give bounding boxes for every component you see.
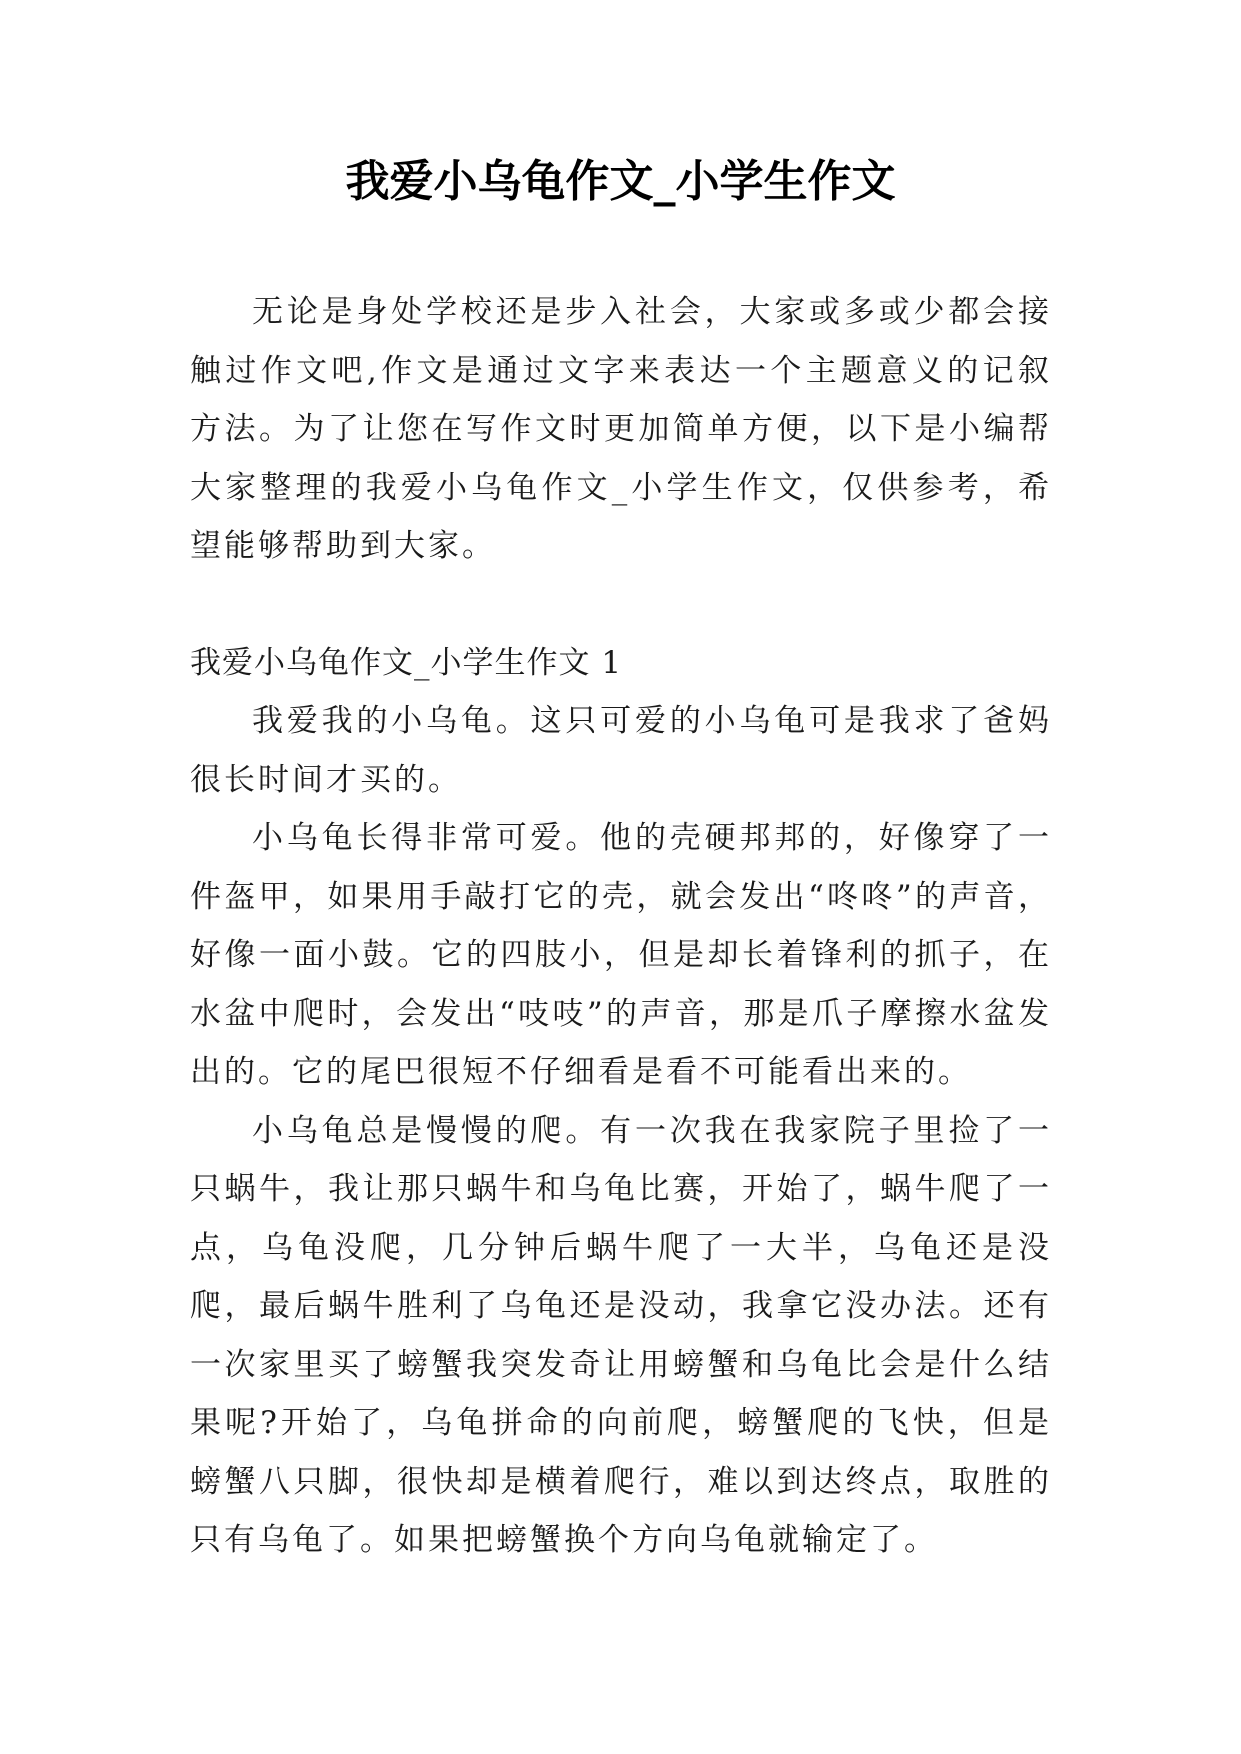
essay-section xyxy=(190,634,1052,1570)
document-title: 我爱小乌龟作文_小学生作文 xyxy=(345,156,896,207)
section-heading: 我爱小乌龟作文_小学生作文 1 xyxy=(190,644,623,681)
body-paragraph: 小乌龟长得非常可爱。他的壳硬邦邦的，好像穿了一件盔甲，如果用手敲打它的壳，就会发出“咚咚”的声音，好像一面小鼓。它的四肢小，但是却长着锋利的抓子，在水盆中爬时，会发出“吱吱”的声音，那是爪子摩擦水盆发出的。它的尾巴很短不仔细看是看不可能看出来的。 xyxy=(190,820,1052,1090)
intro-paragraph: 无论是身处学校还是步入社会，大家或多或少都会接触过作文吧,作文是通过文字来表达一个主题意义的记叙方法。为了让您在写作文时更加简单方便，以下是小编帮大家整理的我爱小乌龟作文_小学生作文，仅供参考，希望能够帮助到大家。 xyxy=(190,294,1052,564)
document-body xyxy=(190,283,1052,1570)
body-paragraph: 小乌龟总是慢慢的爬。有一次我在我家院子里捡了一只蜗牛，我让那只蜗牛和乌龟比赛，开始了，蜗牛爬了一点，乌龟没爬，几分钟后蜗牛爬了一大半，乌龟还是没爬，最后蜗牛胜利了乌龟还是没动，我拿它没办法。还有一次家里买了螃蟹我突发奇让用螃蟹和乌龟比会是什么结果呢?开始了，乌龟拼命的向前爬，螃蟹爬的飞快，但是螃蟹八只脚，很快却是横着爬行，难以到达终点，取胜的只有乌龟了。如果把螃蟹换个方向乌龟就输定了。 xyxy=(190,1112,1052,1558)
body-paragraph: 我爱我的小乌龟。这只可爱的小乌龟可是我求了爸妈很长时间才买的。 xyxy=(190,703,1052,798)
